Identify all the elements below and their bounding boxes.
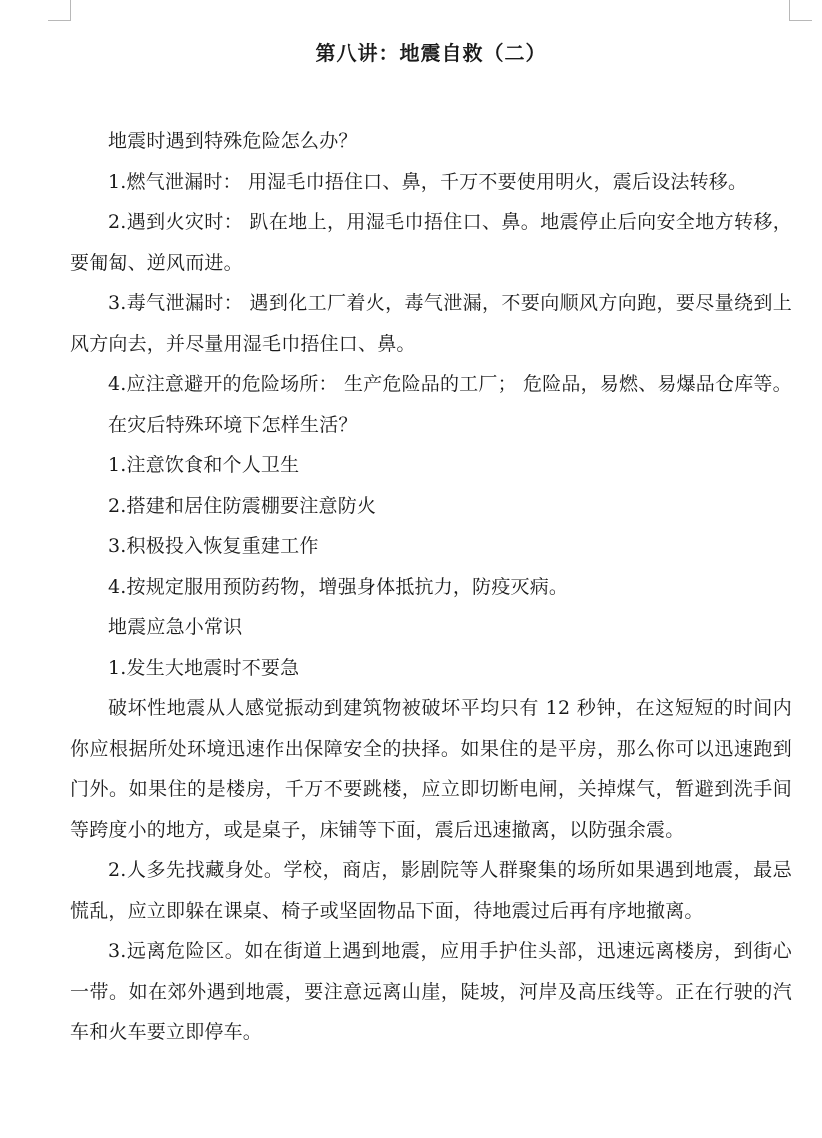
paragraph-rebuild: 3.积极投入恢复重建工作 — [108, 535, 319, 557]
paragraph-danger-places: 4.应注意避开的危险场所： 生产危险品的工厂； 危险品，易燃、易爆品仓库等。 — [108, 373, 792, 395]
section-heading-emergency-tips: 地震应急小常识 — [108, 616, 243, 638]
paragraph-dont-panic: 1.发生大地震时不要急 — [108, 656, 300, 679]
paragraph-twelve-seconds: 破坏性地震从人感觉振动到建筑物被破坏平均只有 12 秒钟，在这短短的时间内你应根据所处环境迅速作出保障安全的抉择。如果住的是平房，那么你可以迅速跑到门外。如果住的是楼房，千万不要跳楼，应立即切断电闸，关掉煤气，暂避到洗手间等跨度小的地方，或是桌子，床铺等下面，震后迅速撤离，以防强余震。 — [70, 697, 792, 841]
paragraph-gas-leak: 1.燃气泄漏时： 用湿毛巾捂住口、鼻，千万不要使用明火，震后设法转移。 — [108, 170, 748, 193]
paragraph-danger-zone: 3.远离危险区。如在街道上遇到地震，应用手护住头部，迅速远离楼房，到街心一带。如在郊外遇到地震，要注意远离山崖，陡坡，河岸及高压线等。正在行驶的汽车和火车要立即停车。 — [70, 940, 792, 1043]
section-heading-special-danger: 地震时遇到特殊危险怎么办？ — [108, 130, 358, 152]
paragraph-fire: 2.遇到火灾时： 趴在地上，用湿毛巾捂住口、鼻。地震停止后向安全地方转移，要匍匐、逆风而进。 — [70, 211, 792, 274]
paragraph-toxic-gas: 3.毒气泄漏时： 遇到化工厂着火，毒气泄漏，不要向顺风方向跑，要尽量绕到上风方向去，并尽量用湿毛巾捂住口、鼻。 — [70, 292, 792, 355]
page-corner-mark-left — [48, 0, 71, 21]
document-title: 第八讲：地震自救（二） — [315, 41, 547, 65]
paragraph-medicine: 4.按规定服用预防药物，增强身体抵抗力，防疫灭病。 — [108, 575, 569, 598]
section-heading-post-disaster-life: 在灾后特殊环境下怎样生活？ — [108, 413, 358, 436]
paragraph-hygiene: 1.注意饮食和个人卫生 — [108, 454, 300, 476]
paragraph-shelter-fire: 2.搭建和居住防震棚要注意防火 — [108, 494, 377, 517]
document-page — [70, 30, 792, 1053]
document-body — [70, 121, 792, 1053]
page-corner-mark-right — [789, 0, 812, 21]
paragraph-crowd-shelter: 2.人多先找藏身处。学校，商店，影剧院等人群聚集的场所如果遇到地震，最忌慌乱，应立即躲在课桌、椅子或坚固物品下面，待地震过后再有序地撤离。 — [70, 859, 792, 922]
